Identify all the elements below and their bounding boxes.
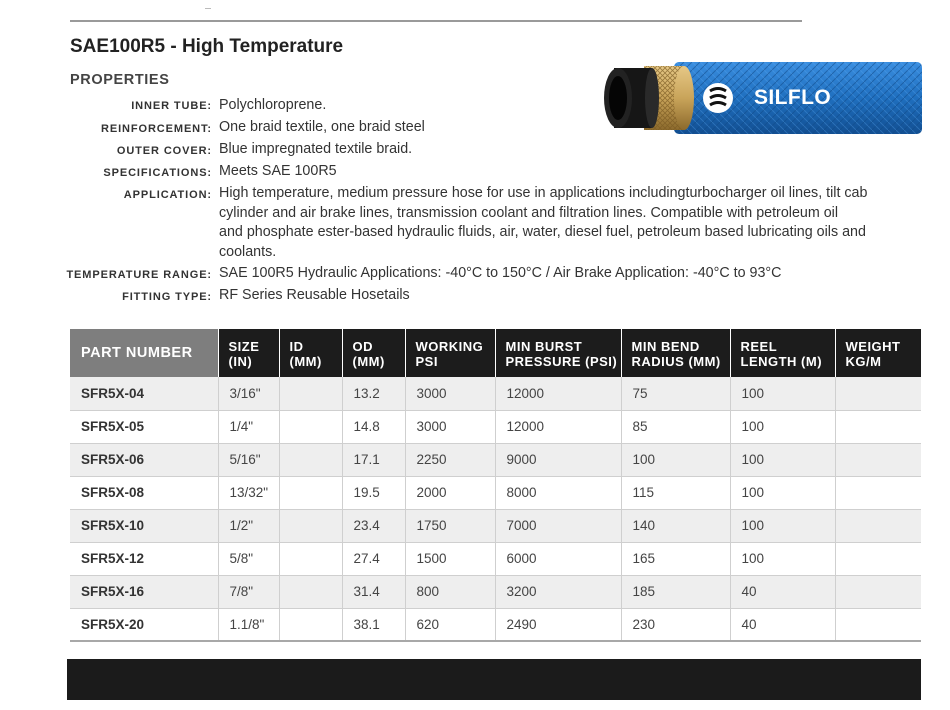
cell-part-number: SFR5X-05 <box>70 410 218 443</box>
cell-min-burst: 12000 <box>495 410 621 443</box>
cell-min-bend: 115 <box>621 476 730 509</box>
cell-id <box>279 542 342 575</box>
hose-brand-text: SILFLO <box>754 86 832 109</box>
cell-reel-length: 100 <box>730 509 835 542</box>
cell-reel-length: 40 <box>730 608 835 641</box>
cell-working-psi: 3000 <box>405 410 495 443</box>
outer-cover-label: OUTER COVER: <box>116 145 212 157</box>
cell-part-number: SFR5X-10 <box>70 509 218 542</box>
table-row <box>70 410 921 443</box>
reinforcement-value: One braid textile, one braid steel <box>219 119 425 135</box>
cell-part-number: SFR5X-08 <box>70 476 218 509</box>
temperature-range-value: SAE 100R5 Hydraulic Applications: -40°C to 150°C / Air Brake Application: -40°C to 93°C <box>219 265 782 281</box>
inner-tube-value: Polychloroprene. <box>219 97 327 113</box>
specifications-value: Meets SAE 100R5 <box>219 163 337 179</box>
properties-heading: PROPERTIES <box>70 72 170 88</box>
cell-min-bend: 140 <box>621 509 730 542</box>
cell-size: 5/8" <box>218 542 279 575</box>
footer-bar <box>67 659 921 700</box>
cell-min-bend: 185 <box>621 575 730 608</box>
cell-working-psi: 800 <box>405 575 495 608</box>
cell-min-burst: 12000 <box>495 377 621 410</box>
inner-tube-label: INNER TUBE: <box>131 100 212 112</box>
cell-weight <box>835 410 921 443</box>
cell-min-bend: 230 <box>621 608 730 641</box>
cell-min-bend: 165 <box>621 542 730 575</box>
cell-id <box>279 509 342 542</box>
cell-working-psi: 2000 <box>405 476 495 509</box>
cell-working-psi: 1500 <box>405 542 495 575</box>
table-row <box>70 443 921 476</box>
cell-working-psi: 620 <box>405 608 495 641</box>
cell-working-psi: 3000 <box>405 377 495 410</box>
cell-id <box>279 443 342 476</box>
application-line: High temperature, medium pressure hose for use in applications includingturbocharger oil lines, tilt cab <box>219 185 868 201</box>
page-title: SAE100R5 - High Temperature <box>70 36 344 57</box>
cell-od: 38.1 <box>342 608 405 641</box>
cell-size: 5/16" <box>218 443 279 476</box>
cell-weight <box>835 608 921 641</box>
cell-size: 1/4" <box>218 410 279 443</box>
cell-size: 13/32" <box>218 476 279 509</box>
cell-od: 23.4 <box>342 509 405 542</box>
table-body <box>70 377 921 641</box>
cell-part-number: SFR5X-16 <box>70 575 218 608</box>
cell-weight <box>835 476 921 509</box>
top-mark <box>205 8 211 9</box>
cell-min-burst: 2490 <box>495 608 621 641</box>
cell-min-bend: 75 <box>621 377 730 410</box>
cell-weight <box>835 542 921 575</box>
cell-min-bend: 100 <box>621 443 730 476</box>
table-row <box>70 542 921 575</box>
table-row <box>70 377 921 410</box>
cell-id <box>279 476 342 509</box>
cell-od: 31.4 <box>342 575 405 608</box>
cell-size: 1.1/8" <box>218 608 279 641</box>
top-divider <box>70 20 802 22</box>
cell-part-number: SFR5X-12 <box>70 542 218 575</box>
temperature-range-label: TEMPERATURE RANGE: <box>66 269 212 281</box>
cell-min-burst: 8000 <box>495 476 621 509</box>
fitting-type-label: FITTING TYPE: <box>122 291 212 303</box>
spec-table <box>70 329 921 642</box>
application-line: and phosphate ester-based hydraulic fluids, air, water, diesel fuel, petroleum based lubricating oils and <box>219 224 866 240</box>
cell-id <box>279 410 342 443</box>
cell-part-number: SFR5X-20 <box>70 608 218 641</box>
header-min-burst: MIN BURST PRESSURE (PSI) <box>495 329 621 377</box>
cell-od: 13.2 <box>342 377 405 410</box>
cell-od: 27.4 <box>342 542 405 575</box>
application-label: APPLICATION: <box>123 189 212 201</box>
cell-weight <box>835 509 921 542</box>
table-row <box>70 575 921 608</box>
cell-od: 17.1 <box>342 443 405 476</box>
cell-od: 19.5 <box>342 476 405 509</box>
reinforcement-label: REINFORCEMENT: <box>101 123 212 135</box>
cell-working-psi: 1750 <box>405 509 495 542</box>
application-line: cylinder and air brake lines, transmission coolant and filtration lines. Compatible with petroleum oil <box>219 204 839 221</box>
cell-size: 3/16" <box>218 377 279 410</box>
table-row <box>70 608 921 641</box>
cell-reel-length: 100 <box>730 377 835 410</box>
cell-id <box>279 608 342 641</box>
table-row <box>70 509 921 542</box>
cell-id <box>279 575 342 608</box>
header-working-psi: WORKING PSI <box>405 329 495 377</box>
cell-part-number: SFR5X-04 <box>70 377 218 410</box>
header-weight: WEIGHT KG/M <box>835 329 921 377</box>
cell-id <box>279 377 342 410</box>
cell-min-burst: 9000 <box>495 443 621 476</box>
cell-min-burst: 6000 <box>495 542 621 575</box>
cell-min-burst: 7000 <box>495 509 621 542</box>
silflo-logo-icon <box>703 83 733 113</box>
cell-part-number: SFR5X-06 <box>70 443 218 476</box>
application-value <box>219 184 867 262</box>
cell-weight <box>835 377 921 410</box>
cell-reel-length: 100 <box>730 410 835 443</box>
cell-working-psi: 2250 <box>405 443 495 476</box>
outer-cover-value: Blue impregnated textile braid. <box>219 141 413 157</box>
header-size: SIZE (IN) <box>218 329 279 377</box>
cell-od: 14.8 <box>342 410 405 443</box>
application-line: coolants. <box>219 243 277 260</box>
cell-reel-length: 100 <box>730 476 835 509</box>
fitting-type-value: RF Series Reusable Hosetails <box>219 287 410 303</box>
header-min-bend: MIN BEND RADIUS (MM) <box>621 329 730 377</box>
specifications-label: SPECIFICATIONS: <box>103 167 212 179</box>
cell-size: 1/2" <box>218 509 279 542</box>
cell-min-burst: 3200 <box>495 575 621 608</box>
header-id: ID (MM) <box>279 329 342 377</box>
header-od: OD (MM) <box>342 329 405 377</box>
cell-reel-length: 40 <box>730 575 835 608</box>
cell-reel-length: 100 <box>730 542 835 575</box>
cell-weight <box>835 575 921 608</box>
table-header <box>70 329 921 377</box>
cell-reel-length: 100 <box>730 443 835 476</box>
table-row <box>70 476 921 509</box>
cell-weight <box>835 443 921 476</box>
cell-size: 7/8" <box>218 575 279 608</box>
header-part-number: PART NUMBER <box>70 329 218 377</box>
header-reel-length: REEL LENGTH (M) <box>730 329 835 377</box>
cell-min-bend: 85 <box>621 410 730 443</box>
